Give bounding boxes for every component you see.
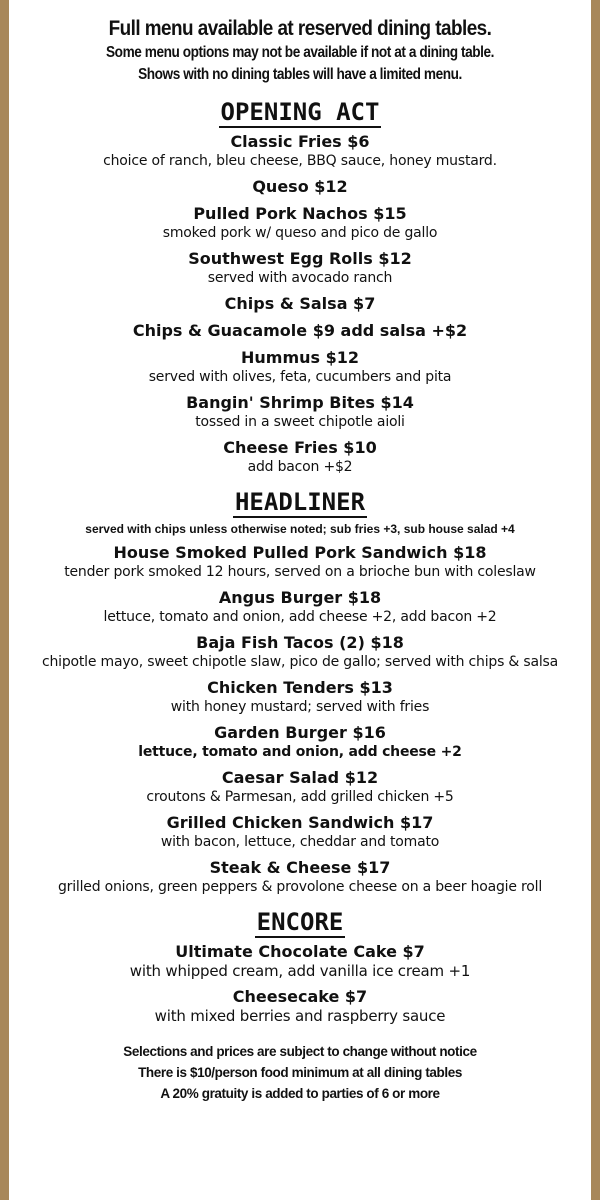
item-desc: add bacon +$2: [247, 459, 353, 475]
item-desc: tossed in a sweet chipotle aioli: [195, 414, 405, 430]
item-desc: lettuce, tomato and onion, add cheese +2: [138, 744, 462, 760]
menu-item: [9, 723, 591, 761]
menu-item: [9, 942, 591, 980]
item-desc: with whipped cream, add vanilla ice cream +1: [129, 962, 471, 980]
section-title-opening-act: OPENING ACT: [220, 98, 380, 126]
menu-item: [9, 987, 591, 1025]
item-name: Caesar Salad $12: [221, 768, 379, 787]
section-title-encore: ENCORE: [256, 908, 344, 936]
menu-item: [9, 321, 591, 341]
item-desc: lettuce, tomato and onion, add cheese +2, add bacon +2: [103, 609, 497, 625]
item-desc: tender pork smoked 12 hours, served on a brioche bun with coleslaw: [64, 564, 536, 580]
item-name: Bangin' Shrimp Bites $14: [186, 393, 414, 412]
menu-notice: [9, 0, 591, 86]
item-name: Cheesecake $7: [232, 987, 368, 1006]
section-title-headliner: HEADLINER: [234, 488, 366, 516]
menu-item: [9, 294, 591, 314]
item-desc: with honey mustard; served with fries: [170, 699, 430, 715]
menu-item: [9, 393, 591, 431]
item-desc: with bacon, lettuce, cheddar and tomato: [160, 834, 440, 850]
item-desc: chipotle mayo, sweet chipotle slaw, pico de gallo; served with chips & salsa: [41, 654, 559, 670]
menu-item: [9, 633, 591, 671]
item-name: Hummus $12: [240, 348, 359, 367]
item-name: Pulled Pork Nachos $15: [193, 204, 407, 223]
item-name: Angus Burger $18: [218, 588, 382, 607]
item-name: Cheese Fries $10: [223, 438, 377, 457]
notice-line-3: Shows with no dining tables will have a limited menu.: [138, 66, 462, 83]
menu-item: [9, 543, 591, 581]
menu-item: [9, 348, 591, 386]
item-desc: served with olives, feta, cucumbers and pita: [148, 369, 452, 385]
item-name: Chicken Tenders $13: [207, 678, 393, 697]
item-desc: grilled onions, green peppers & provolone cheese on a beer hoagie roll: [57, 879, 543, 895]
menu-footer: [9, 1041, 591, 1104]
menu-item: [9, 204, 591, 242]
menu-item: [9, 678, 591, 716]
menu-item: [9, 813, 591, 851]
item-name: Grilled Chicken Sandwich $17: [166, 813, 434, 832]
headliner-note: served with chips unless otherwise noted; sub fries +3, sub house salad +4: [85, 522, 515, 536]
item-name: Baja Fish Tacos (2) $18: [196, 633, 404, 652]
menu-item: [9, 438, 591, 476]
item-name: Southwest Egg Rolls $12: [188, 249, 412, 268]
footer-line-2: There is $10/person food minimum at all dining tables: [138, 1065, 462, 1080]
menu-item: [9, 132, 591, 170]
notice-line-1: Full menu available at reserved dining tables.: [108, 17, 492, 40]
menu-item: [9, 249, 591, 287]
item-desc: with mixed berries and raspberry sauce: [154, 1007, 446, 1025]
item-desc: croutons & Parmesan, add grilled chicken +5: [146, 789, 454, 805]
item-desc: choice of ranch, bleu cheese, BBQ sauce, honey mustard.: [103, 153, 497, 169]
item-name: Steak & Cheese $17: [209, 858, 391, 877]
menu-item: [9, 177, 591, 197]
menu-page: [9, 0, 591, 1200]
item-name: House Smoked Pulled Pork Sandwich $18: [113, 543, 487, 562]
item-name: Chips & Salsa $7: [224, 294, 376, 313]
item-name: Classic Fries $6: [230, 132, 370, 151]
menu-item: [9, 588, 591, 626]
notice-line-2: Some menu options may not be available if not at a dining table.: [106, 44, 494, 61]
item-name: Queso $12: [252, 177, 348, 196]
item-name: Garden Burger $16: [214, 723, 386, 742]
footer-line-3: A 20% gratuity is added to parties of 6 or more: [160, 1086, 440, 1101]
footer-line-1: Selections and prices are subject to change without notice: [123, 1044, 477, 1059]
item-desc: served with avocado ranch: [207, 270, 393, 286]
item-name: Ultimate Chocolate Cake $7: [175, 942, 425, 961]
menu-item: [9, 858, 591, 896]
menu-item: [9, 768, 591, 806]
item-name: Chips & Guacamole $9 add salsa +$2: [132, 321, 468, 340]
item-desc: smoked pork w/ queso and pico de gallo: [162, 225, 438, 241]
